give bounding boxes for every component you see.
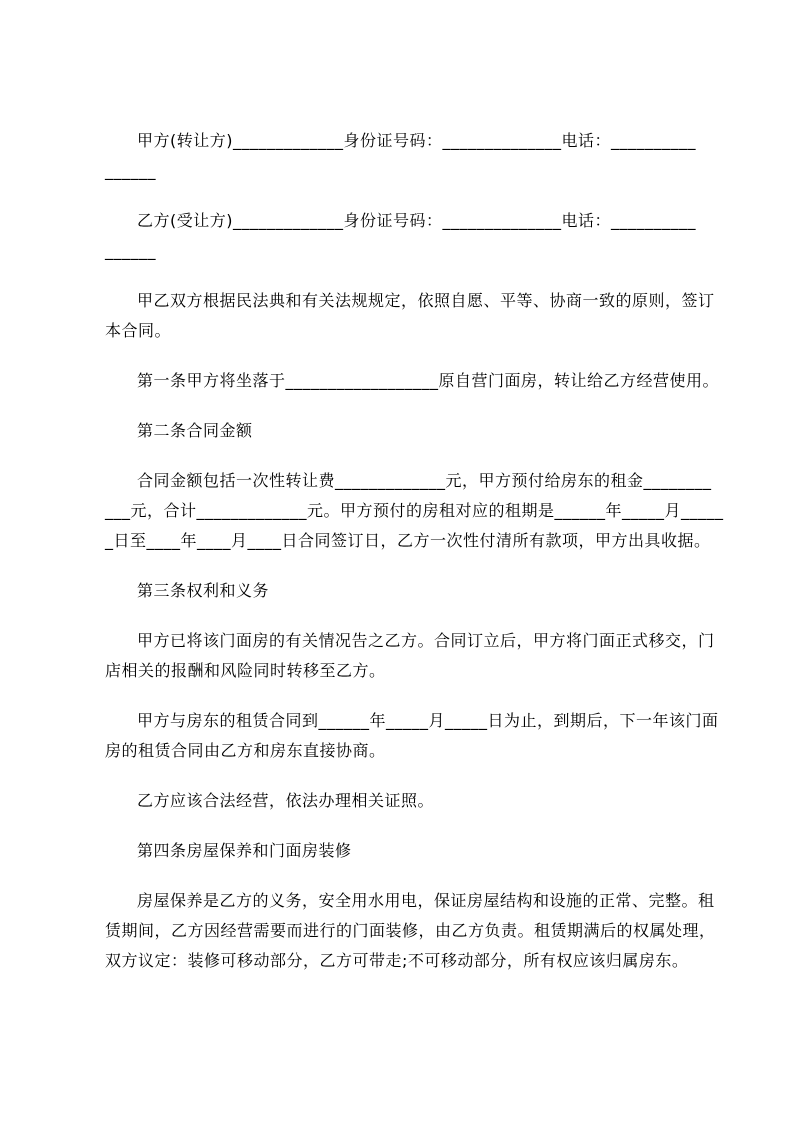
text-line: 甲乙双方根据民法典和有关法规规定，依照自愿、平等、协商一致的原则，签订 [137, 291, 715, 310]
text-line: 乙方应该合法经营，依法办理相关证照。 [137, 791, 435, 810]
text-line: 房屋保养是乙方的义务，安全用水用电，保证房屋结构和设施的正常、完整。租 [137, 891, 715, 910]
para-party-b [105, 206, 709, 266]
text-line: 乙方(受让方)_____________身份证号码：______________电话：__________ [137, 211, 696, 230]
text-line: 甲方与房东的租赁合同到______年_____月_____日为止，到期后，下一年该门面 [137, 711, 719, 730]
para-clause-2-body [105, 466, 724, 556]
para-preamble [105, 286, 715, 346]
text-line: 赁期间，乙方因经营需要而进行的门面装修，由乙方负责。租赁期满后的权属处理， [105, 921, 716, 940]
clause-heading: 第三条权利和义务 [137, 581, 270, 600]
document-body [105, 126, 724, 996]
para-clause-1 [105, 366, 720, 396]
text-line: 双方议定：装修可移动部分，乙方可带走;不可移动部分，所有权应该归属房东。 [105, 951, 689, 970]
para-clause-4-title [105, 836, 709, 866]
text-line: 第一条甲方将坐落于__________________原自营门面房，转让给乙方经营使用。 [137, 371, 720, 390]
text-line: ______ [105, 161, 156, 180]
para-clause-4-body [105, 886, 716, 976]
para-party-a [105, 126, 709, 186]
text-line: _日至____年____月____日合同签订日，乙方一次性付清所有款项，甲方出具收据。 [105, 531, 711, 550]
text-line: 甲方已将该门面房的有关情况告之乙方。合同订立后，甲方将门面正式移交，门 [137, 631, 715, 650]
clause-heading: 第二条合同金额 [137, 421, 253, 440]
text-line: ______ [105, 241, 156, 260]
para-clause-3-body-3 [105, 786, 709, 816]
clause-heading: 第四条房屋保养和门面房装修 [137, 841, 352, 860]
text-line: 本合同。 [105, 321, 172, 340]
text-line: 合同金额包括一次性转让费_____________元，甲方预付给房东的租金________ [137, 471, 712, 490]
text-line: 房的租赁合同由乙方和房东直接协商。 [105, 741, 386, 760]
para-clause-3-title [105, 576, 709, 606]
para-clause-2-title [105, 416, 709, 446]
text-line: ___元，合计_____________元。甲方预付的房租对应的租期是______年_____月_____ [105, 501, 724, 520]
text-line: 甲方(转让方)_____________身份证号码：______________电话：__________ [137, 131, 696, 150]
text-line: 店相关的报酬和风险同时转移至乙方。 [105, 661, 386, 680]
para-clause-3-body-2 [105, 706, 719, 766]
para-clause-3-body-1 [105, 626, 715, 686]
